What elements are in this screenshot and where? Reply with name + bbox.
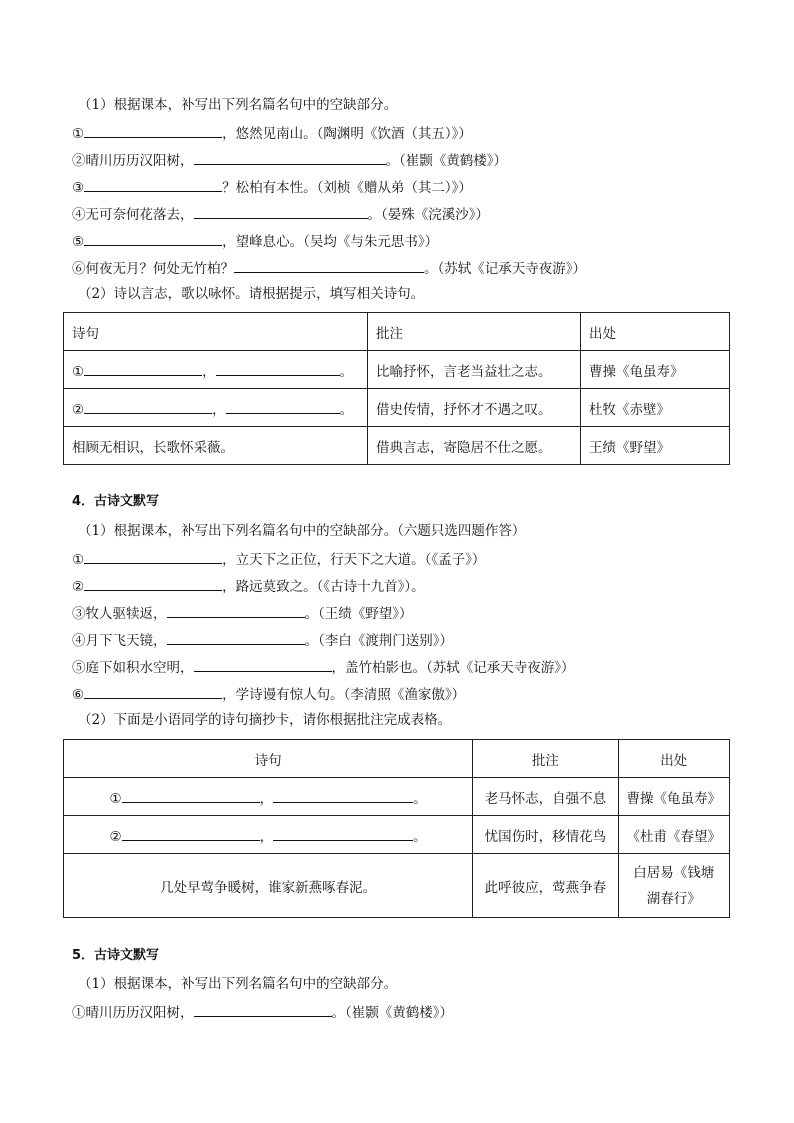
answer-blank[interactable] — [226, 399, 340, 414]
answer-blank[interactable] — [194, 150, 386, 165]
poem-cell: 相顾无相识，长歌怀采薇。 — [64, 427, 368, 465]
table-row — [64, 854, 730, 918]
q2-title: （2）下面是小语同学的诗句摘抄卡，请你根据批注完成表格。 — [78, 712, 452, 728]
source-cell: 杜牧《赤壁》 — [581, 389, 730, 427]
answer-blank[interactable] — [194, 657, 332, 672]
q2-title: （2）诗以言志，歌以咏怀。请根据提示，填写相关诗句。 — [78, 286, 425, 302]
fill-item: ⑤ ，望峰息心。（吴均《与朱元思书》） — [72, 231, 438, 251]
answer-blank[interactable] — [167, 630, 305, 645]
excerpt-card-table — [63, 739, 730, 918]
fill-item: ② ，路远莫致之。（《古诗十九首》）。 — [72, 576, 425, 596]
note-cell: 借史传情，抒怀才不遇之叹。 — [368, 389, 581, 427]
fill-item: ③ ？松柏有本性。（刘桢《赠从弟（其二）》） — [72, 177, 472, 197]
q1-title: （1）根据课本，补写出下列名篇名句中的空缺部分。 — [78, 976, 398, 992]
fill-item: ③牧人驱犊返， 。（王绩《野望》） — [72, 603, 413, 623]
table-row — [64, 351, 730, 389]
answer-blank[interactable] — [84, 123, 222, 138]
answer-blank[interactable] — [84, 231, 222, 246]
answer-blank[interactable] — [273, 788, 413, 803]
fill-item: ④月下飞天镜， 。（李白《渡荆门送别》） — [72, 630, 453, 650]
table-header: 诗句 — [64, 740, 473, 778]
q1-title: （1）根据课本，补写出下列名篇名句中的空缺部分。 — [78, 97, 398, 113]
answer-blank[interactable] — [122, 788, 260, 803]
fill-item: ⑥ ，学诗谩有惊人句。（李清照《渔家傲》） — [72, 684, 465, 704]
table-row — [64, 389, 730, 427]
answer-blank[interactable] — [234, 258, 424, 273]
section-heading: 5．古诗文默写 — [72, 948, 160, 963]
answer-blank[interactable] — [84, 576, 222, 591]
source-cell: 白居易《钱塘 湖春行》 — [618, 854, 730, 918]
note-cell: 忧国伤时，移情花鸟 — [473, 816, 618, 854]
poem-cell: ② ， 。 — [64, 389, 368, 427]
poem-cell: ① ， 。 — [64, 778, 473, 816]
table-header: 批注 — [473, 740, 618, 778]
fill-item: ⑥何夜无月？何处无竹柏？ 。（苏轼《记承天寺夜游》） — [72, 258, 586, 278]
answer-blank[interactable] — [84, 361, 202, 376]
poem-cell: 几处早莺争暖树，谁家新燕啄春泥。 — [64, 854, 473, 918]
source-cell: 王绩《野望》 — [581, 427, 730, 465]
fill-item: ②晴川历历汉阳树， 。（崔颢《黄鹤楼》） — [72, 150, 507, 170]
table-header-row — [64, 313, 730, 351]
answer-blank[interactable] — [84, 549, 222, 564]
answer-blank[interactable] — [273, 826, 413, 841]
table-row — [64, 427, 730, 465]
note-cell: 比喻抒怀，言老当益壮之志。 — [368, 351, 581, 389]
table-header: 出处 — [618, 740, 730, 778]
table-header: 批注 — [368, 313, 581, 351]
answer-blank[interactable] — [122, 826, 260, 841]
answer-blank[interactable] — [84, 399, 212, 414]
answer-blank[interactable] — [167, 603, 305, 618]
source-cell: 曹操《龟虽寿》 — [581, 351, 730, 389]
fill-item: ① ，悠然见南山。（陶渊明《饮酒（其五）》） — [72, 123, 472, 143]
poem-cell: ② ， 。 — [64, 816, 473, 854]
fill-item: ① ，立天下之正位，行天下之大道。（《孟子》） — [72, 549, 485, 569]
fill-item: ④无可奈何花落去， 。（晏殊《浣溪沙》） — [72, 204, 489, 224]
table-header: 出处 — [581, 313, 730, 351]
table-row — [64, 778, 730, 816]
answer-blank[interactable] — [194, 1002, 332, 1017]
answer-blank[interactable] — [194, 204, 368, 219]
answer-blank[interactable] — [216, 361, 340, 376]
fill-item: ①晴川历历汉阳树， 。（崔颢《黄鹤楼》） — [72, 1002, 453, 1022]
source-cell: 《杜甫《春望》 — [618, 816, 730, 854]
answer-blank[interactable] — [84, 177, 222, 192]
table-header: 诗句 — [64, 313, 368, 351]
q1-title: （1）根据课本，补写出下列名篇名句中的空缺部分。（六题只选四题作答） — [78, 523, 526, 539]
poem-cell: ① ， 。 — [64, 351, 368, 389]
note-cell: 老马怀志，自强不息 — [473, 778, 618, 816]
note-cell: 借典言志，寄隐居不仕之愿。 — [368, 427, 581, 465]
note-cell: 此呼彼应，莺燕争春 — [473, 854, 618, 918]
source-cell: 曹操《龟虽寿》 — [618, 778, 730, 816]
table-row — [64, 816, 730, 854]
section-heading: 4．古诗文默写 — [72, 494, 160, 509]
fill-item: ⑤庭下如积水空明， ，盖竹柏影也。（苏轼《记承天寺夜游》） — [72, 657, 575, 677]
answer-blank[interactable] — [84, 684, 222, 699]
poem-table — [63, 312, 730, 465]
table-header-row — [64, 740, 730, 778]
